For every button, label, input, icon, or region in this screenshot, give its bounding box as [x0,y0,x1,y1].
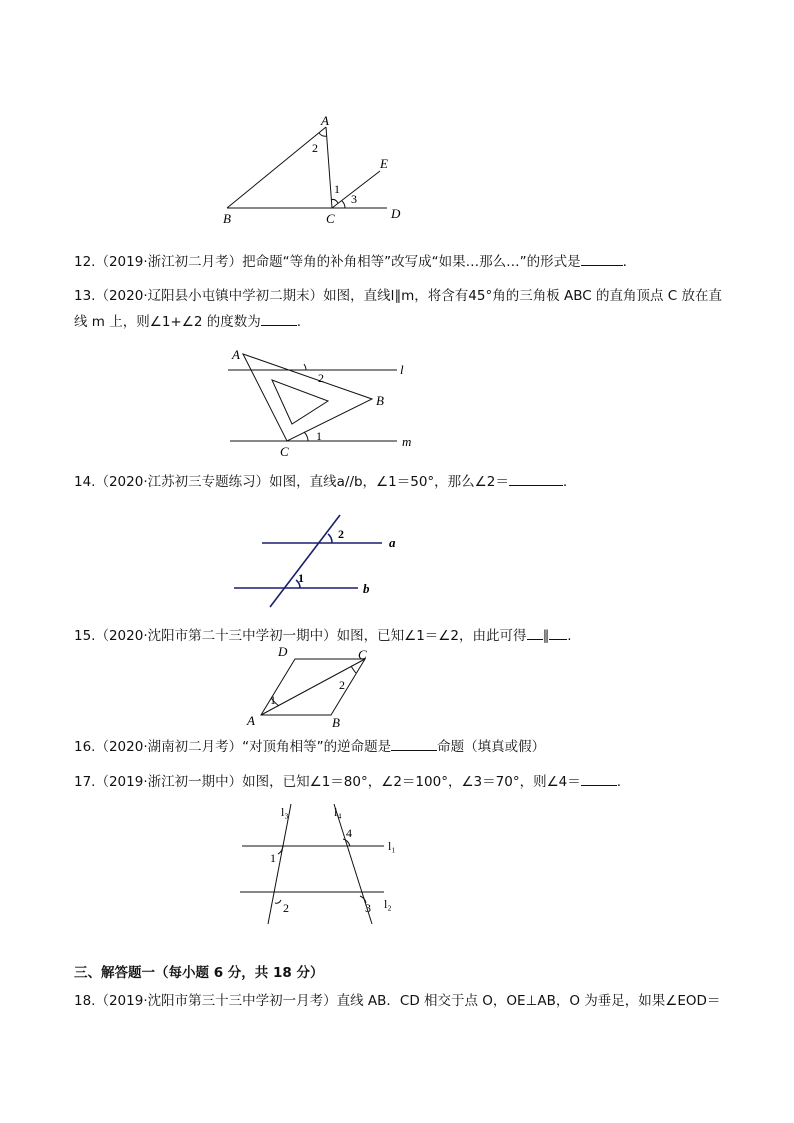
label-angle-3: 3 [351,192,357,206]
label-b: B [223,211,231,226]
answer-blank-12[interactable] [581,251,623,266]
label-l4: l₄ [334,805,342,819]
label-angle-1: 1 [334,182,340,196]
angle-arc-1 [278,846,283,854]
answer-blank-13[interactable] [261,311,297,326]
question-14: 14.（2020·江苏初三专题练习）如图，直线a//b，∠1＝50°，那么∠2＝ . [74,469,734,495]
triangle-inner [272,380,328,424]
figure-triangle-abc [215,110,425,230]
label-l: l [400,362,404,377]
angle-arc-1 [304,432,308,441]
angle-arc-3 [342,201,345,208]
angle-arc-2 [304,364,306,370]
label-angle-1: 1 [316,429,322,443]
answer-blank-14[interactable] [509,471,563,486]
label-b: B [376,393,384,408]
segment-ac [326,127,332,208]
label-a: a [389,535,396,550]
question-12: 12.（2019·浙江初二月考）把命题“等角的补角相等”改写成“如果…那么…”的形式是 . [74,249,734,275]
figure-four-lines [238,800,408,930]
label-e: E [380,156,388,171]
answer-blank-15a[interactable] [527,625,543,640]
label-c: C [326,211,335,226]
label-angle-4: 4 [346,826,352,840]
answer-blank-16[interactable] [391,736,437,751]
question-16: 16.（2020·湖南初二月考）“对顶角相等”的逆命题是 命题（填真或假） [74,734,734,760]
answer-blank-17[interactable] [581,771,617,786]
question-13-line-2: 线 m 上，则∠1+∠2 的度数为 . [74,309,734,335]
section-heading-3: 三、解答题一（每小题 6 分，共 18 分） [74,965,324,981]
triangle-outer [243,354,372,441]
label-angle-2: 2 [283,901,289,915]
label-angle-2: 2 [339,678,345,692]
figure-parallelogram-abcd [243,645,383,735]
label-c: C [358,647,367,662]
label-angle-1: 1 [298,571,304,585]
question-17: 17.（2019·浙江初一期中）如图，已知∠1＝80°，∠2＝100°，∠3＝70°，则∠4＝ . [74,769,734,795]
label-angle-2: 2 [312,141,318,155]
question-18: 18.（2019·沈阳市第三十三中学初一月考）直线 AB．CD 相交于点 O，OE⊥AB，O 为垂足，如果∠EOD＝ [74,993,721,1009]
label-c: C [280,444,289,459]
figure-parallel-lines-ab [232,512,396,612]
label-angle-2: 2 [318,371,324,385]
label-l2: l₂ [384,897,392,911]
label-angle-1: 1 [270,693,276,707]
figure-set-square [222,340,422,465]
label-angle-2: 2 [338,527,344,541]
label-b: b [363,581,370,596]
angle-arc-2 [328,534,332,543]
diagonal-ac [261,659,365,715]
angle-arc-2 [351,666,356,673]
label-d: D [278,644,288,659]
question-15: 15.（2020·沈阳市第二十三中学初一期中）如图，已知∠1＝∠2，由此可得 ∥ . [74,623,734,649]
label-angle-1: 1 [270,851,276,865]
transversal [270,515,340,607]
segment-ba [227,127,326,208]
angle-arc-2 [319,133,327,136]
label-b: B [332,715,340,730]
label-m: m [402,434,412,449]
answer-blank-15b[interactable] [549,625,567,640]
label-a: A [321,113,329,128]
angle-arc-2 [275,900,281,903]
label-angle-3: 3 [365,901,371,915]
label-a: A [232,347,240,362]
question-13-line-1: 13.（2020·辽阳县小屯镇中学初二期末）如图，直线l∥m，将含有45°角的三角板 ABC 的直角顶点 C 放在直 [74,288,722,304]
label-l1: l₁ [388,839,396,853]
label-d: D [391,206,401,221]
label-a: A [247,713,255,728]
label-l3: l₃ [281,805,289,819]
